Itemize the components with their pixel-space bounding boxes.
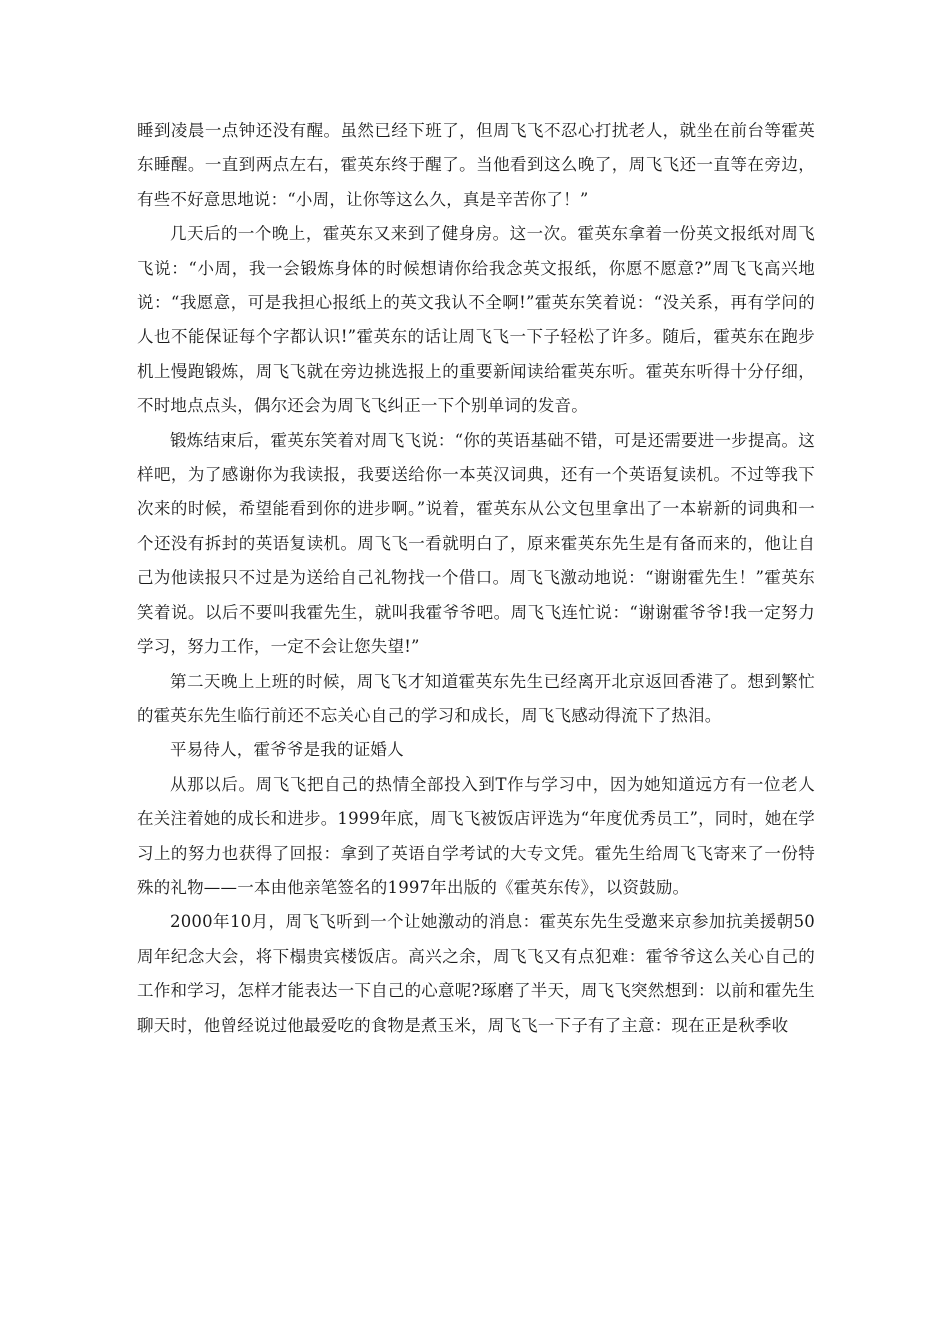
section-heading: 平易待人，霍爷爷是我的证婚人 <box>170 740 404 760</box>
paragraph-1: 睡到凌晨一点钟还没有醒。虽然已经下班了，但周飞飞不忍心打扰老人，就坐在前台等霍英东睡醒。一直到两点左右，霍英东终于醒了。当他看到这么晚了，周飞飞还一直等在旁边，有些不好意思地说：“小周，让你等这么久，真是辛苦你了！” <box>137 121 815 209</box>
paragraph-3: 锻炼结束后，霍英东笑着对周飞飞说：“你的英语基础不错，可是还需要进一步提高。这样吧，为了感谢你为我读报，我要送给你一本英汉词典，还有一个英语复读机。不过等我下次来的时候，希望能看到你的进步啊。”说着，霍英东从公文包里拿出了一本崭新的词典和一个还没有拆封的英语复读机。周飞飞一看就明白了，原来霍英东先生是有备而来的，他让自己为他读报只不过是为送给自己礼物找一个借口。周飞飞激动地说：“谢谢霍先生！”霍英东笑着说。以后不要叫我霍先生，就叫我霍爷爷吧。周飞飞连忙说：“谢谢霍爷爷!我一定努力学习，努力工作，一定不会让您失望!” <box>137 430 815 657</box>
paragraph-2: 几天后的一个晚上，霍英东又来到了健身房。这一次。霍英东拿着一份英文报纸对周飞飞说：“小周，我一会锻炼身体的时候想请你给我念英文报纸，你愿不愿意?”周飞飞高兴地说：“我愿意，可是我担心报纸上的英文我认不全啊!”霍英东笑着说：“没关系，再有学问的人也不能保证每个字都认识!”霍英东的话让周飞飞一下子轻松了许多。随后，霍英东在跑步机上慢跑锻炼，周飞飞就在旁边挑选报上的重要新闻读给霍英东听。霍英东听得十分仔细，不时地点点头，偶尔还会为周飞飞纠正一下个别单词的发音。 <box>137 224 815 416</box>
paragraph-6: 2000年10月，周飞飞听到一个让她激动的消息：霍英东先生受邀来京参加抗美援朝50周年纪念大会，将下榻贵宾楼饭店。高兴之余，周飞飞又有点犯难：霍爷爷这么关心自己的工作和学习，怎样才能表达一下自己的心意呢?琢磨了半天，周飞飞突然想到：以前和霍先生聊天时，他曾经说过他最爱吃的食物是煮玉米，周飞飞一下子有了主意：现在正是秋季收 <box>137 912 815 1035</box>
paragraph-4: 第二天晚上上班的时候，周飞飞才知道霍英东先生已经离开北京返回香港了。想到繁忙的霍英东先生临行前还不忘关心自己的学习和成长，周飞飞感动得流下了热泪。 <box>137 671 815 725</box>
document-page <box>137 114 815 1043</box>
paragraph-5: 从那以后。周飞飞把自己的热情全部投入到T作与学习中，因为她知道远方有一位老人在关注着她的成长和进步。1999年底，周飞飞被饭店评选为“年度优秀员工”，同时，她在学习上的努力也获得了回报：拿到了英语自学考试的大专文凭。霍先生给周飞飞寄来了一份特殊的礼物——一本由他亲笔签名的1997年出版的《霍英东传》，以资鼓励。 <box>137 774 815 897</box>
